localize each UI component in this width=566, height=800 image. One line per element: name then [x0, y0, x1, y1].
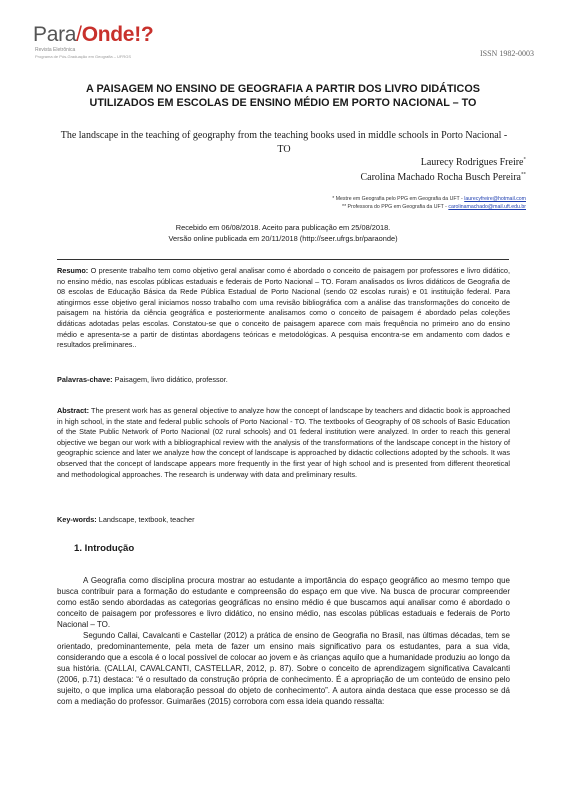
title-line-1: A PAISAGEM NO ENSINO DE GEOGRAFIA A PARTIR DOS LIVRO DIDÁTICOS [86, 83, 480, 95]
divider [57, 259, 509, 260]
affiliation-2: ** Professora do PPG em Geografia da UFT - carolinamachado@mail.uft.edu.br [342, 204, 526, 210]
logo-title: Para/Onde!? [33, 23, 154, 46]
journal-logo [33, 24, 203, 68]
body-paragraph-1: A Geografia como disciplina procura mostrar ao estudante a importância do espaço geográfico ao mesmo tempo que busca contribuir para a formação do estudante e compreensão do espaço em que vive. Na busca de procurar compreender como estão sendo abordadas as categorias geográficas no ensino médio é que buscamos aqui analisar como é abordado o conceito de paisagem por professores e livro didático, no ensino médio, nas escolas públicas estaduais e federais de Porto Nacional – TO. [57, 576, 510, 629]
section-heading-introducao: 1. Introdução [74, 543, 135, 554]
body-paragraph-2: Segundo Callai, Cavalcanti e Castellar (2012) a prática de ensino de Geografia no Brasil, nas últimas décadas, tem se orientado, predominantemente, pela meta de fazer um ensino mais significativo para os estudantes, para a sua vida, considerando que a escola é o local possível de colocar ao jovem e às crianças aquilo que a humanidade produziu ao longo da sua história. (CALLAI, CAVALCANTI, CASTELLAR, 2012, p. 87). Sobre o conceito de aprendizagem significativa Cavalcanti (2006, p.71) destaca: “é o resultado da construção própria de conhecimento. É a apropriação de um conteúdo de ensino pelo sujeito, o que implica uma elaboração pessoal do objeto de conhecimento”. A autora ainda destaca que esse processo se dá com a mediação do professor. Guimarães (2015) corrobora com essa ideia quando ressalta: [57, 631, 510, 706]
title-line-2: UTILIZADOS EM ESCOLAS DE ENSINO MÉDIO EM PORTO NACIONAL – TO [89, 97, 477, 109]
email-link-1[interactable]: laurecyfreire@hotmail.com [464, 196, 526, 202]
affiliation-1: * Mestre em Geografia pelo PPG em Geografia da UFT - laurecyfreire@hotmail.com [332, 196, 526, 202]
abstract-paragraph: Abstract: The present work has as general objective to analyze how the concept of landscape by teachers and didactic book is approached in high school, in the state and federal public schools of Porto Nacional - TO. The textbooks of Geography of 08 schools of Basic Education of the State Public Network of Porto Nacional (02 rural schools) and 01 federal institution were analyzed. In order to reach this general objective we began our work with a bibliographical review with the analysis of the transformations of the landscape concept in the history of geographic science and later we analyze how the concept of landscape is approached by didactic collections adopted by the schools. It was observed that the concept of landscape appears more frequently in the first year of high school and is presented from different theoretical and methodological approaches. The research is underway with data and preliminary results. [57, 406, 510, 479]
resumo-paragraph: Resumo: O presente trabalho tem como objetivo geral analisar como é abordado o conceito de paisagem por professores e livro didático, no ensino médio, nas escolas públicas estaduais e federais de Porto Nacional – TO. Foram analisados os livros didáticos de Geografia de 08 escolas de Educação Básica da Rede Pública Estadual de Porto Nacional (sendo 02 escolas rurais) e 01 instituição federal. Para atingirmos esse objetivo geral iniciamos nosso trabalho com uma revisão bibliográfica com a análise das transformações do conceito de paisagem na história da ciência geográfica e posteriormente analisamos como o conceito de paisagem é abordado pelas coleções didáticas adotadas pelas escolas. Constatou-se que o conceito de paisagem aparece com mais frequência no primeiro ano do ensino médio e apresenta-se a partir de distintas abordagens teóricas e metodológicas. A pesquisa encontra-se em andamento com dados e resultados preliminares.. [57, 266, 510, 350]
article-title [40, 82, 526, 110]
key-words: Key-words: Landscape, textbook, teacher [57, 515, 195, 524]
logo-subtitle: Revista Eletrônica [35, 47, 76, 53]
author-2: Carolina Machado Rocha Busch Pereira** [360, 172, 526, 183]
received-date: Recebido em 06/08/2018. Aceito para publicação em 25/08/2018. [175, 223, 391, 232]
issn-label: ISSN 1982-0003 [479, 49, 534, 58]
author-1: Laurecy Rodrigues Freire* [420, 157, 526, 168]
palavras-chave: Palavras-chave: Paisagem, livro didático, professor. [57, 375, 228, 384]
online-version: Versão online publicada em 20/11/2018 (http://seer.ufrgs.br/paraonde) [168, 234, 398, 243]
email-link-2[interactable]: carolinamachado@mail.uft.edu.br [448, 204, 526, 210]
english-title: The landscape in the teaching of geography from the teaching books used in middle schools in Porto Nacional - TO [60, 130, 508, 155]
logo-program: Programa de Pós-Graduação em Geografia – UFRGS [35, 54, 132, 59]
